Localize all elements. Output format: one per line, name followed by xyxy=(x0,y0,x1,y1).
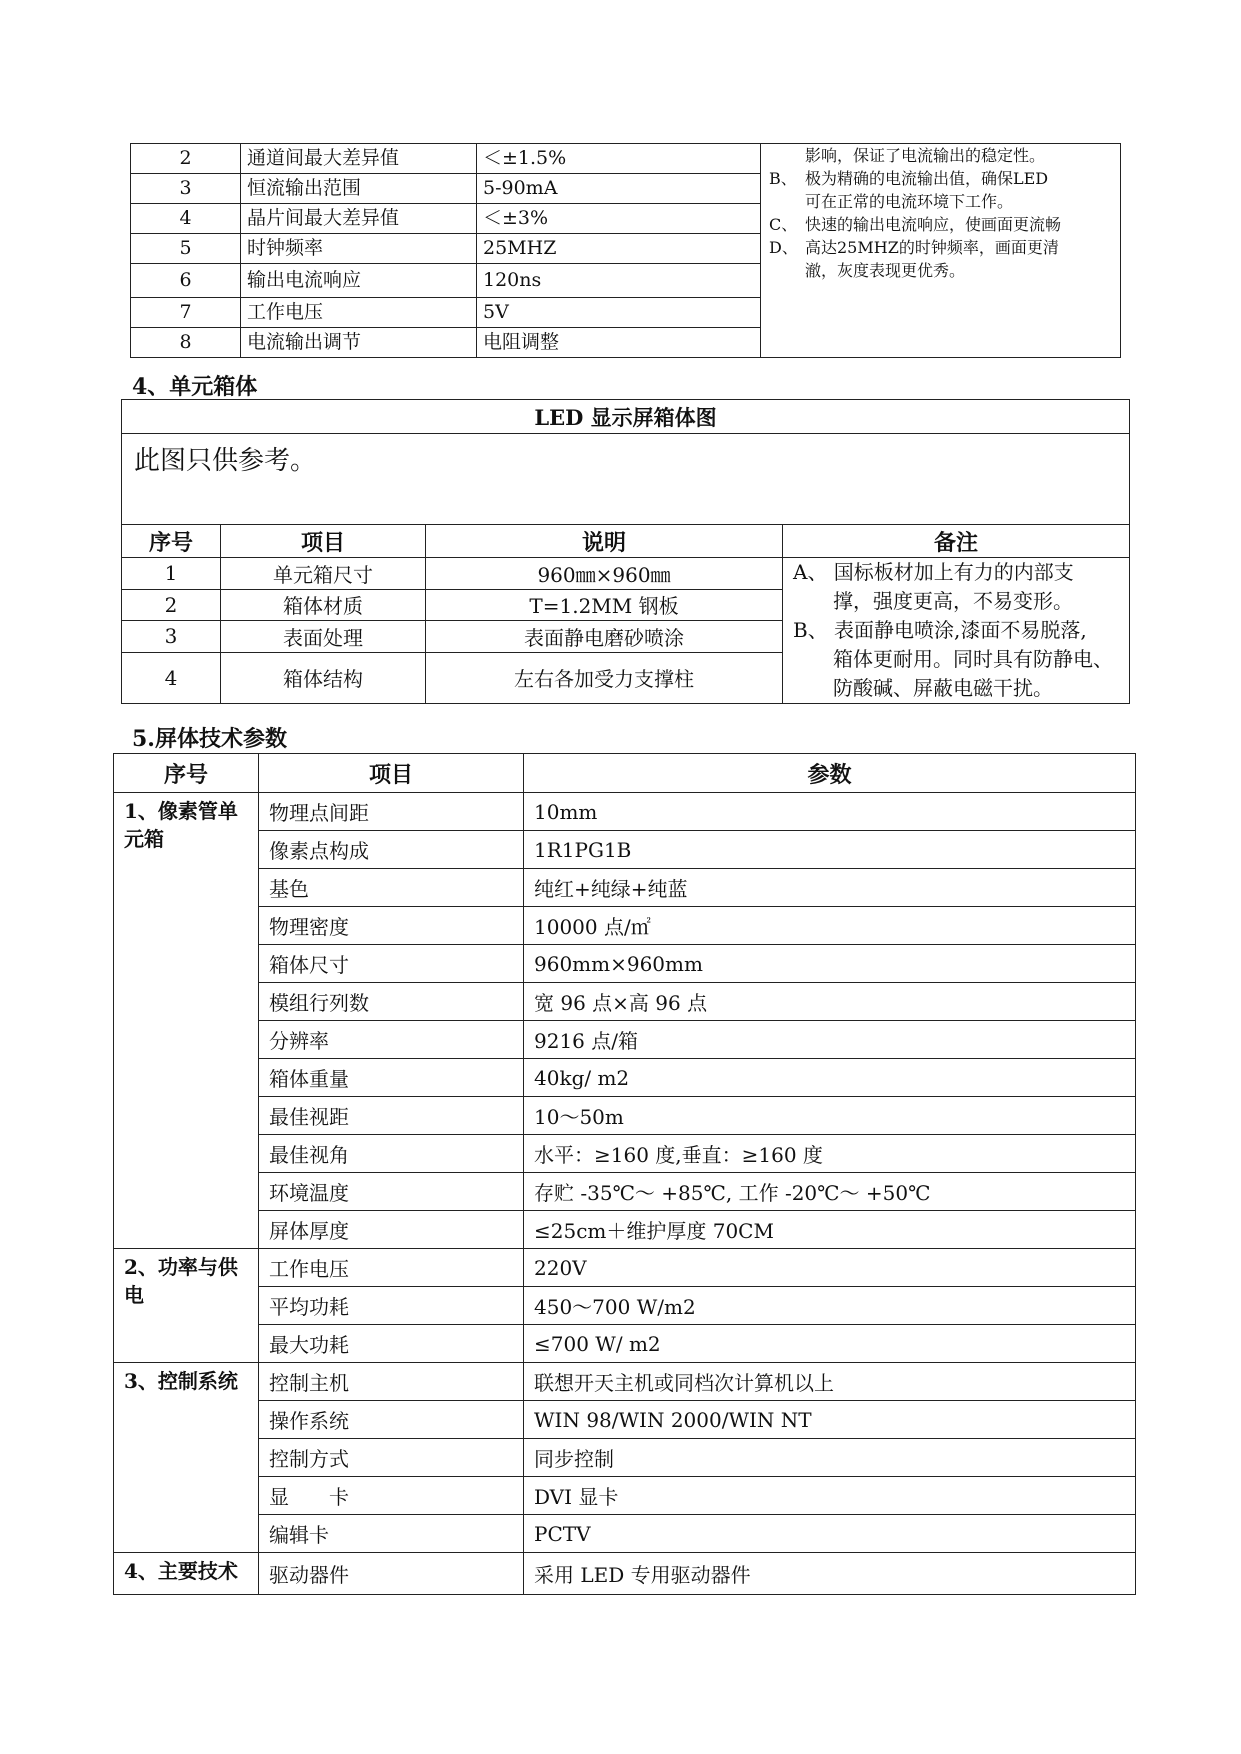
table-row xyxy=(114,945,1136,983)
row-item: 表面处理 xyxy=(221,621,426,653)
remark-line: 防酸碱、屏蔽电磁干扰。 xyxy=(793,676,1053,700)
row-item: 通道间最大差异值 xyxy=(241,144,477,174)
row-number: 5 xyxy=(131,234,241,264)
table-row xyxy=(114,1211,1136,1249)
row-description: 960㎜×960㎜ xyxy=(426,558,783,590)
note-line: 澈，灰度表现更优秀。 xyxy=(805,261,966,280)
table-row xyxy=(114,831,1136,869)
row-item: 最佳视角 xyxy=(259,1135,524,1173)
table-row xyxy=(114,1173,1136,1211)
row-parameter: DVI 显卡 xyxy=(524,1477,1136,1515)
section-heading-cabinet: 4、单元箱体 xyxy=(132,374,258,400)
cabinet-remarks xyxy=(783,558,1130,704)
row-description: T=1.2MM 钢板 xyxy=(426,589,783,621)
table-row xyxy=(114,793,1136,831)
group-label-control-system: 3、控制系统 xyxy=(114,1363,259,1553)
table-row xyxy=(131,144,1121,174)
row-parameter: 宽 96 点×高 96 点 xyxy=(524,983,1136,1021)
row-item: 物理密度 xyxy=(259,907,524,945)
row-item: 恒流输出范围 xyxy=(241,174,477,204)
table-row xyxy=(114,1097,1136,1135)
remark-line: B、 表面静电喷涂,漆面不易脱落, xyxy=(793,618,1087,642)
row-number: 3 xyxy=(131,174,241,204)
row-value: 5-90mA xyxy=(477,174,761,204)
row-parameter: 采用 LED 专用驱动器件 xyxy=(524,1553,1136,1595)
row-parameter: 450～700 W/m2 xyxy=(524,1287,1136,1325)
row-number: 6 xyxy=(131,264,241,298)
row-item: 晶片间最大差异值 xyxy=(241,204,477,234)
table-row xyxy=(114,1439,1136,1477)
row-parameter: 10～50m xyxy=(524,1097,1136,1135)
row-description: 左右各加受力支撑柱 xyxy=(426,652,783,704)
row-parameter: 存贮 -35℃～ +85℃, 工作 -20℃～ +50℃ xyxy=(524,1173,1136,1211)
row-parameter: 联想开天主机或同档次计算机以上 xyxy=(524,1363,1136,1401)
row-description: 表面静电磨砂喷涂 xyxy=(426,621,783,653)
row-parameter: 纯红+纯绿+纯蓝 xyxy=(524,869,1136,907)
table-row xyxy=(114,1287,1136,1325)
row-item: 屏体厚度 xyxy=(259,1211,524,1249)
header-remarks: 备注 xyxy=(783,525,1130,558)
header-number: 序号 xyxy=(122,525,221,558)
row-parameter: WIN 98/WIN 2000/WIN NT xyxy=(524,1401,1136,1439)
chip-notes xyxy=(761,144,1121,358)
row-item: 编辑卡 xyxy=(259,1515,524,1553)
group-label-pixel-unit: 1、像素管单元箱 xyxy=(114,793,259,1249)
row-item: 最佳视距 xyxy=(259,1097,524,1135)
cabinet-table xyxy=(121,399,1130,704)
row-item: 物理点间距 xyxy=(259,793,524,831)
row-item: 箱体重量 xyxy=(259,1059,524,1097)
row-parameter: ≤25cm＋维护厚度 70CM xyxy=(524,1211,1136,1249)
row-parameter: 10mm xyxy=(524,793,1136,831)
row-item: 驱动器件 xyxy=(259,1553,524,1595)
row-number: 7 xyxy=(131,298,241,328)
row-value: 120ns xyxy=(477,264,761,298)
row-item: 控制方式 xyxy=(259,1439,524,1477)
row-item: 模组行列数 xyxy=(259,983,524,1021)
row-item: 控制主机 xyxy=(259,1363,524,1401)
table-row xyxy=(114,1515,1136,1553)
row-item: 输出电流响应 xyxy=(241,264,477,298)
header-description: 说明 xyxy=(426,525,783,558)
table-row xyxy=(114,983,1136,1021)
header-parameter: 参数 xyxy=(524,754,1136,793)
note-line: C、 快速的输出电流响应，使画面更流畅 xyxy=(769,215,1062,234)
note-line: 可在正常的电流环境下工作。 xyxy=(805,192,1014,211)
table-row xyxy=(114,1553,1136,1595)
row-item: 箱体尺寸 xyxy=(259,945,524,983)
row-item: 电流输出调节 xyxy=(241,328,477,358)
row-parameter: 水平：≥160 度,垂直：≥160 度 xyxy=(524,1135,1136,1173)
row-item: 操作系统 xyxy=(259,1401,524,1439)
row-number: 4 xyxy=(131,204,241,234)
remark-line: 箱体更耐用。同时具有防静电、 xyxy=(793,647,1113,671)
row-number: 4 xyxy=(122,652,221,704)
note-line: D、 高达25MHZ的时钟频率，画面更清 xyxy=(769,238,1059,257)
row-item: 最大功耗 xyxy=(259,1325,524,1363)
reference-note: 此图只供参考。 xyxy=(122,434,1130,525)
header-row xyxy=(114,754,1136,793)
header-item: 项目 xyxy=(259,754,524,793)
table-row xyxy=(114,1021,1136,1059)
row-item: 工作电压 xyxy=(259,1249,524,1287)
row-item: 箱体结构 xyxy=(221,652,426,704)
row-value: ＜±3% xyxy=(477,204,761,234)
table-row xyxy=(114,1363,1136,1401)
row-parameter: 1R1PG1B xyxy=(524,831,1136,869)
header-number: 序号 xyxy=(114,754,259,793)
row-item: 分辨率 xyxy=(259,1021,524,1059)
table-row xyxy=(114,1059,1136,1097)
row-item: 平均功耗 xyxy=(259,1287,524,1325)
row-number: 3 xyxy=(122,621,221,653)
row-item: 环境温度 xyxy=(259,1173,524,1211)
group-label-power: 2、功率与供电 xyxy=(114,1249,259,1363)
row-item: 工作电压 xyxy=(241,298,477,328)
row-parameter: 9216 点/箱 xyxy=(524,1021,1136,1059)
row-value: 5V xyxy=(477,298,761,328)
table-row xyxy=(114,869,1136,907)
row-number: 2 xyxy=(131,144,241,174)
row-parameter: PCTV xyxy=(524,1515,1136,1553)
remark-line: A、 国标板材加上有力的内部支 xyxy=(793,560,1074,584)
header-item: 项目 xyxy=(221,525,426,558)
table-row xyxy=(114,1135,1136,1173)
table-row xyxy=(122,558,1130,590)
table-row xyxy=(114,1325,1136,1363)
row-parameter: 同步控制 xyxy=(524,1439,1136,1477)
row-item: 单元箱尺寸 xyxy=(221,558,426,590)
row-parameter: 40kg/ m2 xyxy=(524,1059,1136,1097)
row-item: 箱体材质 xyxy=(221,589,426,621)
note-line: B、 极为精确的电流输出值，确保LED xyxy=(769,169,1049,188)
table-row xyxy=(114,1249,1136,1287)
table-row xyxy=(114,1401,1136,1439)
row-parameter: 10000 点/㎡ xyxy=(524,907,1136,945)
table-row xyxy=(114,1477,1136,1515)
note-line: 影响，保证了电流输出的稳定性。 xyxy=(805,146,1046,165)
section-heading-screen-specs: 5.屏体技术参数 xyxy=(132,726,287,752)
row-value: ＜±1.5% xyxy=(477,144,761,174)
driver-chip-table xyxy=(130,143,1121,358)
screen-spec-table xyxy=(113,753,1136,1595)
row-parameter: ≤700 W/ m2 xyxy=(524,1325,1136,1363)
table-row xyxy=(114,907,1136,945)
row-item: 显 卡 xyxy=(259,1477,524,1515)
row-number: 1 xyxy=(122,558,221,590)
row-value: 电阻调整 xyxy=(477,328,761,358)
row-number: 2 xyxy=(122,589,221,621)
row-parameter: 220V xyxy=(524,1249,1136,1287)
row-item: 像素点构成 xyxy=(259,831,524,869)
row-item: 基色 xyxy=(259,869,524,907)
header-row xyxy=(122,525,1130,558)
group-label-main-technology: 4、主要技术 xyxy=(114,1553,259,1595)
row-item: 时钟频率 xyxy=(241,234,477,264)
row-value: 25MHZ xyxy=(477,234,761,264)
remark-line: 撑，强度更高，不易变形。 xyxy=(793,589,1073,613)
row-number: 8 xyxy=(131,328,241,358)
cabinet-table-title: LED 显示屏箱体图 xyxy=(122,400,1130,434)
row-parameter: 960mm×960mm xyxy=(524,945,1136,983)
